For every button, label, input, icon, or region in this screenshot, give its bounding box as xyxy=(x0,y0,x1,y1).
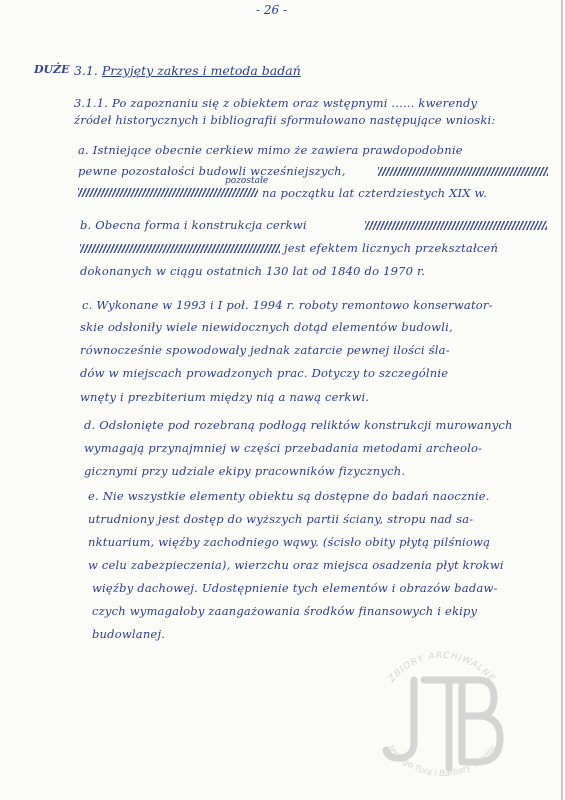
heading-title: Przyjęty zakres i metoda badań xyxy=(101,63,301,78)
strikethrough-scribble xyxy=(80,244,280,253)
handwritten-line: na początku lat czterdziestych XIX w. xyxy=(262,186,487,200)
handwritten-line: skie odsłoniły wiele niewidocznych dotąd elementów budowli, xyxy=(80,320,453,334)
handwritten-line: 3.1.1. Po zapoznaniu się z obiektem oraz wstępnymi ...... kwerendy xyxy=(74,96,478,110)
handwritten-line: wnęty i prezbiterium między nią a nawą cerkwi. xyxy=(80,390,370,404)
archive-watermark xyxy=(362,650,522,780)
heading-number: 3.1. xyxy=(74,63,98,78)
handwritten-line: b. Obecna forma i konstrukcja cerkwi xyxy=(80,218,307,232)
handwritten-line: równocześnie spowodowały jednak zatarcie pewnej ilości śla- xyxy=(80,343,450,357)
handwritten-line: d. Odsłonięte pod rozebraną podłogą reliktów konstrukcji murowanych xyxy=(84,418,513,432)
strikethrough-scribble xyxy=(365,221,547,230)
strikethrough-scribble xyxy=(378,167,548,176)
handwritten-line: dów w miejscach prowadzonych prac. Dotyczy to szczególnie xyxy=(80,366,449,380)
inserted-word: pozostałe xyxy=(225,176,269,186)
section-tag: DUŻE xyxy=(34,63,70,76)
handwritten-line: nktuarium, więźby zachodniego wąwy. (ścisło obity płytą pilśniową xyxy=(88,535,491,549)
handwritten-line: czych wymagałoby zaangażowania środków finansowych i ekipy xyxy=(92,604,478,618)
handwritten-line: pewne pozostałości budowli wcześniejszych, xyxy=(78,164,346,178)
handwritten-line: jest efektem licznych przekształceń xyxy=(284,241,499,255)
watermark-top-text: ZBIORY ARCHIWALNE xyxy=(387,650,497,685)
handwritten-line: wymagają przynajmniej w części przebadania metodami archeolo- xyxy=(84,441,483,455)
handwritten-line: w celu zabezpieczenia), wierzchu oraz miejsca osadzenia płyt krokwi xyxy=(88,558,504,572)
svg-text:Jerzego Tura i Barbary Tondos xyxy=(384,742,499,779)
handwritten-line: budowlanej. xyxy=(92,627,166,641)
page-edge xyxy=(561,0,563,800)
strikethrough-scribble xyxy=(78,188,258,197)
page-number: - 26 - xyxy=(256,3,288,17)
handwritten-line: a. Istniejące obecnie cerkiew mimo że zawiera prawdopodobnie xyxy=(78,143,463,157)
handwritten-line: e. Nie wszystkie elementy obiektu są dostępne do badań naocznie. xyxy=(88,489,490,503)
handwritten-line: c. Wykonane w 1993 i I poł. 1994 r. roboty remontowo konserwator- xyxy=(82,298,493,312)
handwritten-line: utrudniony jest dostęp do wyższych partii ściany, stropu nad sa- xyxy=(88,512,474,526)
handwritten-line: źródeł historycznych i bibliografii sformułowano następujące wnioski: xyxy=(74,113,496,127)
handwritten-line: dokonanych w ciągu ostatnich 130 lat od 1840 do 1970 r. xyxy=(80,264,426,278)
handwritten-line: więźby dachowej. Udostępnienie tych elementów i obrazów badaw- xyxy=(92,581,498,595)
section-heading xyxy=(74,63,301,78)
watermark-bottom-text: Jerzego Tura i Barbary Tondos xyxy=(385,743,499,780)
handwritten-line: gicznymi przy udziale ekipy pracowników fizycznych. xyxy=(84,464,406,478)
